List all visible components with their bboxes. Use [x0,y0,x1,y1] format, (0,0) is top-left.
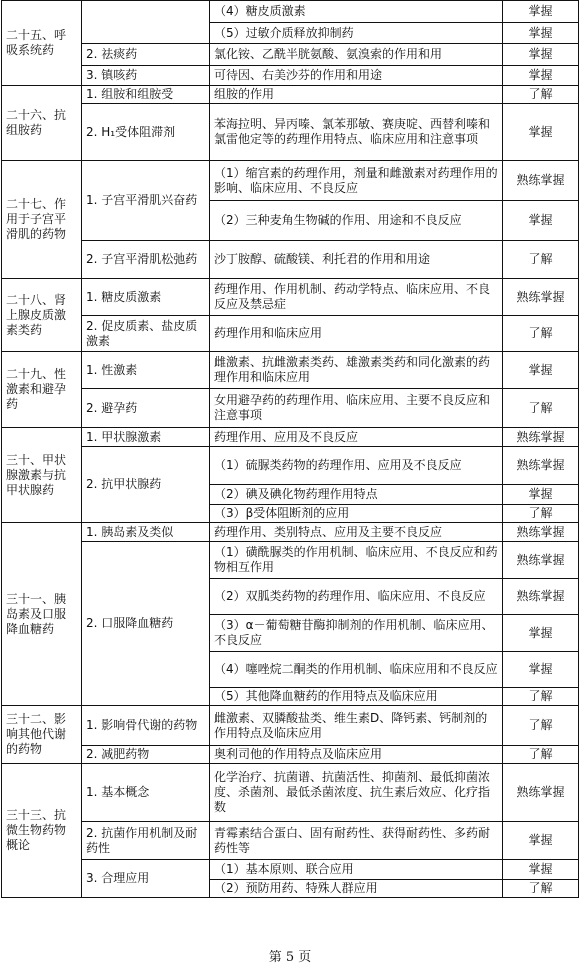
content-cell: 女用避孕药的药理作用、临床应用、主要不良反应和注意事项 [210,389,503,428]
table-row [2,860,579,880]
content-cell: 青霉素结合蛋白、固有耐药性、获得耐药性、多药耐药性等 [210,822,503,860]
requirement-level: 熟练掌握 [503,579,579,615]
table-row [2,428,579,447]
content-cell: 雌激素、抗雌激素类药、雄激素类药和同化激素的药理作用和临床应用 [210,352,503,389]
table-row [2,523,579,542]
subunit-name: 1. 组胺和组胺受 [82,86,210,104]
requirement-level: 熟练掌握 [503,542,579,579]
table-row [2,66,579,86]
requirement-level: 掌握 [503,66,579,86]
requirement-level: 了解 [503,880,579,898]
subunit-name: 2. 子宫平滑肌松弛药 [82,241,210,279]
content-cell: （5）其他降血糖药的作用特点及临床应用 [210,688,503,706]
subunit-name: 2. 避孕药 [82,389,210,428]
table-row [2,542,579,579]
requirement-level: 掌握 [503,1,579,23]
syllabus-table [1,0,579,898]
unit-title: 三十一、胰岛素及口服降血糖药 [2,523,82,706]
content-cell: 氯化铵、乙酰半胱氨酸、氨溴索的作用和用 [210,44,503,66]
subunit-name: 1. 甲状腺激素 [82,428,210,447]
table-row [2,86,579,104]
subunit-name [82,1,210,44]
requirement-level: 熟练掌握 [503,447,579,485]
content-cell: 沙丁胺醇、硫酸镁、利托君的作用和用途 [210,241,503,279]
content-cell: （2）双胍类药物的药理作用、临床应用、不良反应 [210,579,503,615]
subunit-name: 2. 祛痰药 [82,44,210,66]
subunit-name: 1. 子宫平滑肌兴奋药 [82,161,210,241]
table-row [2,822,579,860]
table-row [2,447,579,485]
requirement-level: 熟练掌握 [503,279,579,316]
requirement-level: 熟练掌握 [503,428,579,447]
subunit-name: 1. 性激素 [82,352,210,389]
requirement-level: 了解 [503,389,579,428]
table-row [2,352,579,389]
requirement-level: 熟练掌握 [503,161,579,201]
requirement-level: 了解 [503,746,579,764]
unit-title: 二十九、性激素和避孕药 [2,352,82,428]
table-row [2,706,579,746]
content-cell: （4）糖皮质激素 [210,1,503,23]
requirement-level: 掌握 [503,44,579,66]
requirement-level: 掌握 [503,352,579,389]
requirement-level: 掌握 [503,201,579,241]
subunit-name: 3. 合理应用 [82,860,210,898]
content-cell: 化学治疗、抗菌谱、抗菌活性、抑菌剂、最低抑菌浓度、杀菌剂、最低杀菌浓度、抗生素后效应、化疗指数 [210,764,503,822]
unit-title: 二十八、肾上腺皮质激素类药 [2,279,82,352]
content-cell: 奥利司他的作用特点及临床应用 [210,746,503,764]
requirement-level: 了解 [503,241,579,279]
unit-title: 三十、甲状腺激素与抗甲状腺药 [2,428,82,523]
content-cell: 雌激素、双膦酸盐类、维生素D、降钙素、钙制剂的作用特点及临床应用 [210,706,503,746]
table-row [2,44,579,66]
content-cell: （1）基本原则、联合应用 [210,860,503,880]
table-row [2,161,579,201]
content-cell: （4）噻唑烷二酮类的作用机制、临床应用和不良反应 [210,652,503,688]
subunit-name: 1. 基本概念 [82,764,210,822]
subunit-name: 2. H₁受体阻滞剂 [82,104,210,161]
table-row [2,279,579,316]
content-cell: 可待因、右美沙芬的作用和用途 [210,66,503,86]
table-row [2,104,579,161]
content-cell: （2）三种麦角生物碱的作用、用途和不良反应 [210,201,503,241]
requirement-level: 掌握 [503,485,579,505]
content-cell: （3）β受体阻断剂的应用 [210,505,503,523]
requirement-level: 掌握 [503,23,579,44]
requirement-level: 熟练掌握 [503,523,579,542]
requirement-level: 了解 [503,688,579,706]
subunit-name: 2. 抗甲状腺药 [82,447,210,523]
subunit-name: 2. 口服降血糖药 [82,542,210,706]
subunit-name: 1. 胰岛素及类似 [82,523,210,542]
content-cell: 组胺的作用 [210,86,503,104]
subunit-name: 2. 促皮质素、盐皮质激素 [82,316,210,352]
requirement-level: 熟练掌握 [503,764,579,822]
unit-title: 二十五、呼吸系统药 [2,1,82,86]
subunit-name: 1. 影响骨代谢的药物 [82,706,210,746]
table-row [2,241,579,279]
content-cell: （2）预防用药、特殊人群应用 [210,880,503,898]
unit-title: 三十三、抗微生物药物概论 [2,764,82,898]
requirement-level: 了解 [503,316,579,352]
table-row [2,746,579,764]
unit-title: 二十六、抗组胺药 [2,86,82,161]
content-cell: （1）硫脲类药物的药理作用、应用及不良反应 [210,447,503,485]
requirement-level: 掌握 [503,652,579,688]
requirement-level: 了解 [503,505,579,523]
subunit-name: 2. 减肥药物 [82,746,210,764]
table-row [2,1,579,23]
content-cell: （2）碘及碘化物药理作用特点 [210,485,503,505]
content-cell: 药理作用、类别特点、应用及主要不良反应 [210,523,503,542]
requirement-level: 掌握 [503,104,579,161]
subunit-name: 1. 糖皮质激素 [82,279,210,316]
page-number: 第 5 页 [268,950,312,965]
table-row [2,389,579,428]
requirement-level: 掌握 [503,615,579,652]
content-cell: 苯海拉明、异丙嗪、氯苯那敏、赛庚啶、西替利嗪和氯雷他定等的药理作用特点、临床应用和注意事项 [210,104,503,161]
subunit-name: 3. 镇咳药 [82,66,210,86]
unit-title: 二十七、作用于子宫平滑肌的药物 [2,161,82,279]
subunit-name: 2. 抗菌作用机制及耐药性 [82,822,210,860]
content-cell: 药理作用、作用机制、药动学特点、临床应用、不良反应及禁忌症 [210,279,503,316]
content-cell: 药理作用、应用及不良反应 [210,428,503,447]
content-cell: （3）α－葡萄糖苷酶抑制剂的作用机制、临床应用、不良反应 [210,615,503,652]
unit-title: 三十二、影响其他代谢的药物 [2,706,82,764]
requirement-level: 掌握 [503,822,579,860]
table-row [2,316,579,352]
requirement-level: 了解 [503,706,579,746]
content-cell: （1）缩宫素的药理作用，剂量和雌激素对药理作用的影响、临床应用、不良反应 [210,161,503,201]
requirement-level: 掌握 [503,860,579,880]
syllabus-body [2,1,579,898]
table-row [2,764,579,822]
requirement-level: 了解 [503,86,579,104]
content-cell: 药理作用和临床应用 [210,316,503,352]
content-cell: （5）过敏介质释放抑制药 [210,23,503,44]
content-cell: （1）磺酰脲类的作用机制、临床应用、不良反应和药物相互作用 [210,542,503,579]
